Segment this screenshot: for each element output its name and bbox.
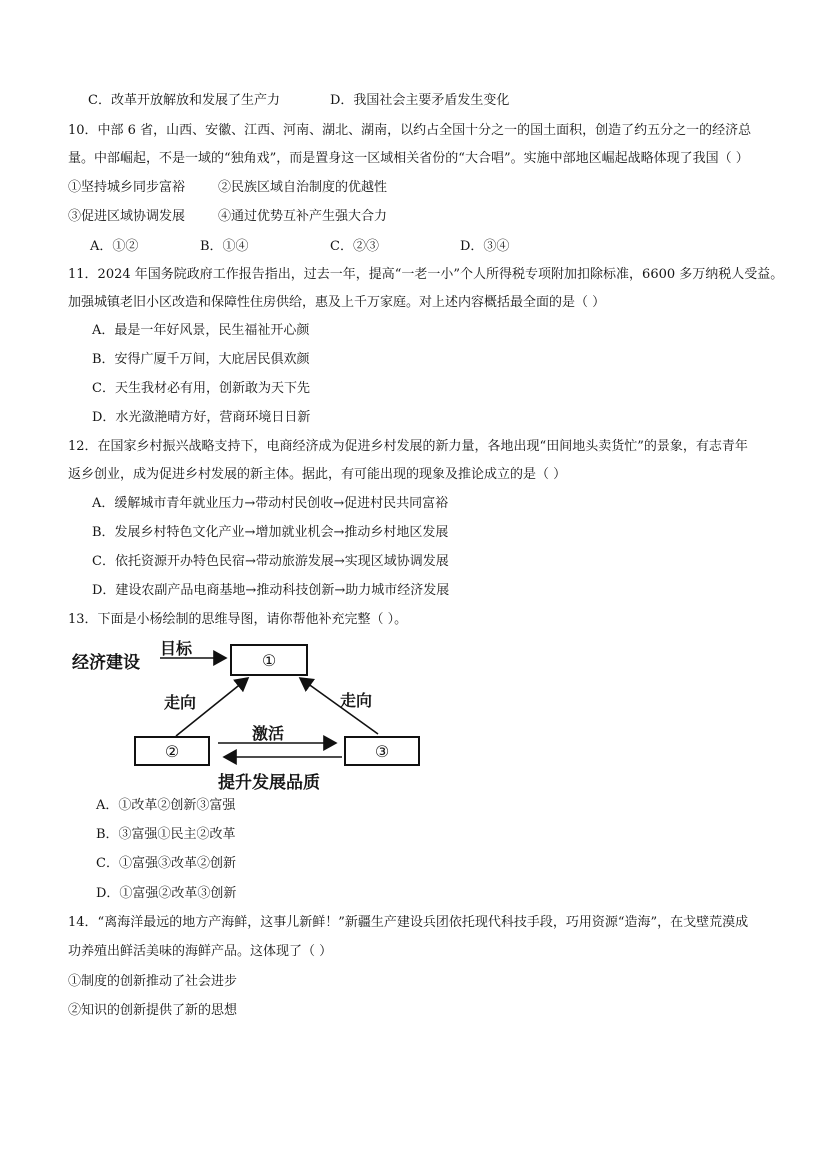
q10-item-3: ③促进区域协调发展 — [68, 209, 186, 224]
q12-stem-line-2: 返乡创业，成为促进乡村发展的新主体。据此，有可能出现的现象及推论成立的是（ ） — [68, 467, 567, 482]
q11-option-a: A．最是一年好风景，民生福祉开心颜 — [92, 323, 310, 338]
q12-stem-line-1: 12．在国家乡村振兴战略支持下，电商经济成为促进乡村发展的新力量，各地出现“田间地头卖货忙”的景象，有志青年 — [68, 439, 748, 454]
q11-option-b: B．安得广厦千万间，大庇居民俱欢颜 — [92, 352, 310, 367]
q9-option-d: D．我国社会主要矛盾发生变化 — [330, 93, 510, 108]
toward-left-label: 走向 — [164, 693, 197, 712]
q11-option-d: D．水光潋滟晴方好，营商环境日日新 — [92, 410, 311, 425]
q13-option-a: A．①改革②创新③富强 — [96, 798, 236, 813]
goal-label: 目标 — [160, 639, 193, 658]
box-2: ② — [134, 736, 210, 766]
q10-item-4: ④通过优势互补产生强大合力 — [218, 209, 388, 224]
q13-option-b: B．③富强①民主②改革 — [96, 827, 236, 842]
box-1: ① — [230, 644, 308, 676]
q10-stem-line-1: 10．中部 6 省，山西、安徽、江西、河南、湖北、湖南，以约占全国十分之一的国土面积，创造了约五分之一的经济总 — [68, 123, 752, 138]
q12-option-b: B．发展乡村特色文化产业→增加就业机会→推动乡村地区发展 — [92, 525, 449, 540]
q10-option-c: C．②③ — [330, 239, 379, 254]
upgrade-quality-label: 提升发展品质 — [218, 773, 320, 793]
q14-stem-line-1: 14．“离海洋最远的地方产海鲜，这事儿新鲜！”新疆生产建设兵团依托现代科技手段，巧用资源“造海”，在戈壁荒漠成 — [68, 915, 749, 930]
economic-construction-label: 经济建设 — [72, 653, 140, 673]
q13-stem: 13．下面是小杨绘制的思维导图，请你帮他补充完整（ ）。 — [68, 612, 408, 627]
q10-option-a: A．①② — [90, 239, 139, 254]
q12-option-a: A．缓解城市青年就业压力→带动村民创收→促进村民共同富裕 — [92, 496, 449, 511]
q13-option-d: D．①富强②改革③创新 — [96, 886, 237, 901]
q14-item-1: ①制度的创新推动了社会进步 — [68, 974, 238, 989]
q12-option-d: D．建设农副产品电商基地→推动科技创新→助力城市经济发展 — [92, 583, 450, 598]
q11-stem-line-1: 11．2024 年国务院政府工作报告指出，过去一年，提高“一老一小”个人所得税专项附加扣除标准，6600 多万纳税人受益。 — [68, 267, 784, 282]
q10-option-d: D．③④ — [460, 239, 510, 254]
q11-option-c: C．天生我材必有用，创新敢为天下先 — [92, 381, 310, 396]
q11-stem-line-2: 加强城镇老旧小区改造和保障性住房供给，惠及上千万家庭。对上述内容概括最全面的是（ ） — [68, 295, 606, 310]
q10-stem-line-2: 量。中部崛起，不是一域的“独角戏”，而是置身这一区域相关省份的“大合唱”。实施中部地区崛起战略体现了我国（ ） — [68, 151, 749, 166]
q9-option-c: C．改革开放解放和发展了生产力 — [88, 93, 280, 108]
q12-option-c: C．依托资源开办特色民宿→带动旅游发展→实现区域协调发展 — [92, 554, 449, 569]
q10-option-b: B．①④ — [200, 239, 249, 254]
q13-option-c: C．①富强③改革②创新 — [96, 856, 236, 871]
q14-item-2: ②知识的创新提供了新的思想 — [68, 1003, 238, 1018]
activate-label: 激活 — [252, 724, 285, 743]
q10-item-1: ①坚持城乡同步富裕 — [68, 180, 186, 195]
q14-stem-line-2: 功养殖出鲜活美味的海鲜产品。这体现了（ ） — [68, 944, 333, 959]
q10-item-2: ②民族区域自治制度的优越性 — [218, 180, 388, 195]
toward-right-label: 走向 — [340, 691, 373, 710]
mind-map-diagram — [68, 630, 448, 798]
box-3: ③ — [344, 736, 420, 766]
